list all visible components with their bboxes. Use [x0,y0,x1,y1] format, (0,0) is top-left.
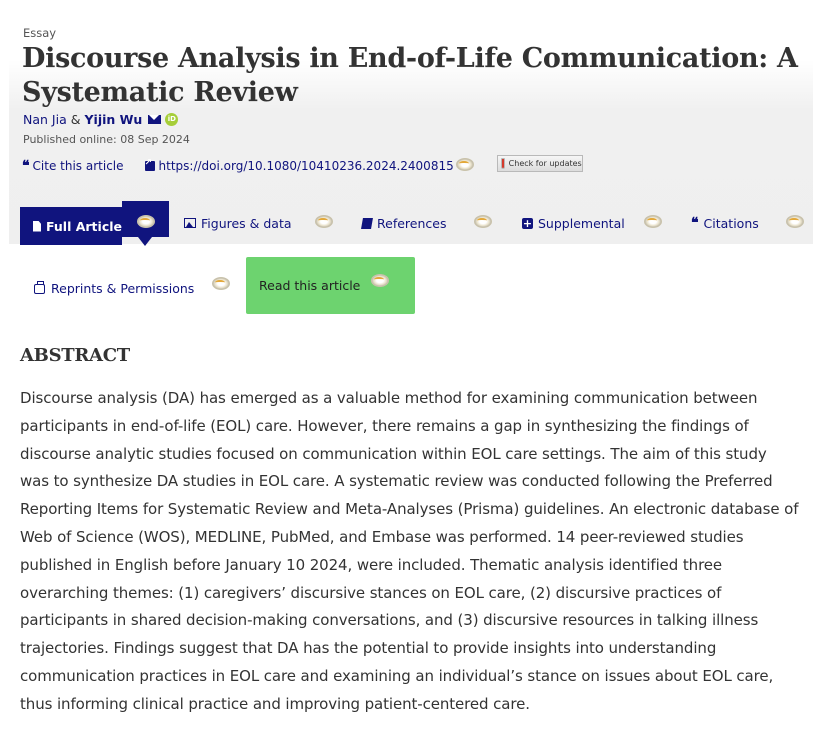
tab-supplemental[interactable] [522,201,625,245]
cite-article-label: Cite this article [32,159,124,173]
tab-figures-data[interactable] [184,201,292,245]
altmetric-icon[interactable] [137,214,154,227]
crossmark-icon [501,158,505,169]
tab-full-article[interactable] [20,207,122,245]
author-link-yijin-wu[interactable]: Yijin Wu [84,112,143,127]
quote-icon: ❝ [22,158,30,174]
active-tab-notch [138,237,152,246]
check-for-updates-label: Check for updates [508,159,582,168]
article-title: Discourse Analysis in End-of-Life Communication: A Systematic Review [22,43,798,108]
article-type-label: Essay [23,26,57,40]
quote-icon: ❝ [691,215,699,231]
doi-link[interactable] [145,159,454,173]
altmetric-icon[interactable] [786,214,803,227]
orcid-icon[interactable]: iD [165,113,178,126]
image-icon [184,218,196,228]
abstract-text: Discourse analysis (DA) has emerged as a valuable method for examining communication between participants in end-of-life (EOL) care. However, there remains a gap in synthesizing the findings of discourse analytic studies focused on communication within EOL care settings. The aim of this study was to synthesize DA studies in EOL care. A systematic review was conducted following the Preferred Reporting Items for Systematic Review and Meta-Analyses (Prisma) guidelines. An electronic database of Web of Science (WOS), MEDLINE, PubMed, and Embase was performed. 14 peer-reviewed studies published in English before January 10 2024, were included. Thematic analysis identified three overarching themes: (1) caregivers’ discursive stances on EOL care, (2) discursive practices of participants in shared decision-making conversations, and (3) discursive resources in talking illness trajectories. Findings suggest that DA has the potential to provide insights into understanding communication practices in EOL care and examining an individual’s stance on issues about EOL care, thus informing clinical practice and improving patient-centered care. [20,389,799,713]
altmetric-icon[interactable] [371,273,388,286]
reprints-label: Reprints & Permissions [51,281,195,296]
author-link-nan-jia[interactable]: Nan Jia [23,112,67,127]
printer-icon [34,284,45,294]
plus-square-icon: + [522,216,533,230]
altmetric-icon[interactable] [456,157,473,170]
document-icon [33,221,41,232]
altmetric-icon[interactable] [212,276,229,289]
tab-label: Figures & data [201,215,292,231]
book-icon [361,218,373,229]
author-separator: & [70,112,81,127]
altmetric-icon[interactable] [644,214,661,227]
published-date: Published online: 08 Sep 2024 [23,133,190,146]
author-list [23,112,178,127]
tab-references[interactable] [362,201,446,245]
tab-citations[interactable] [691,201,759,245]
reprints-permissions-link[interactable] [34,281,194,296]
read-article-button[interactable] [246,257,415,314]
cite-article-link[interactable] [22,159,124,173]
secondary-actions-row [20,257,420,314]
altmetric-icon[interactable] [315,214,332,227]
abstract-heading: ABSTRACT [20,345,130,366]
external-link-icon [145,161,155,171]
tab-label: Supplemental [538,215,625,231]
doi-text: https://doi.org/10.1080/10410236.2024.2400815 [158,159,454,173]
check-for-updates-button[interactable] [497,155,583,172]
article-tabs [20,201,813,245]
email-icon[interactable] [148,115,161,124]
tab-label: Citations [703,215,759,231]
tab-label: References [377,215,447,231]
tab-label: Full Article [45,218,122,234]
article-actions-row [22,159,583,173]
altmetric-icon[interactable] [474,214,491,227]
read-article-label: Read this article [259,278,361,293]
